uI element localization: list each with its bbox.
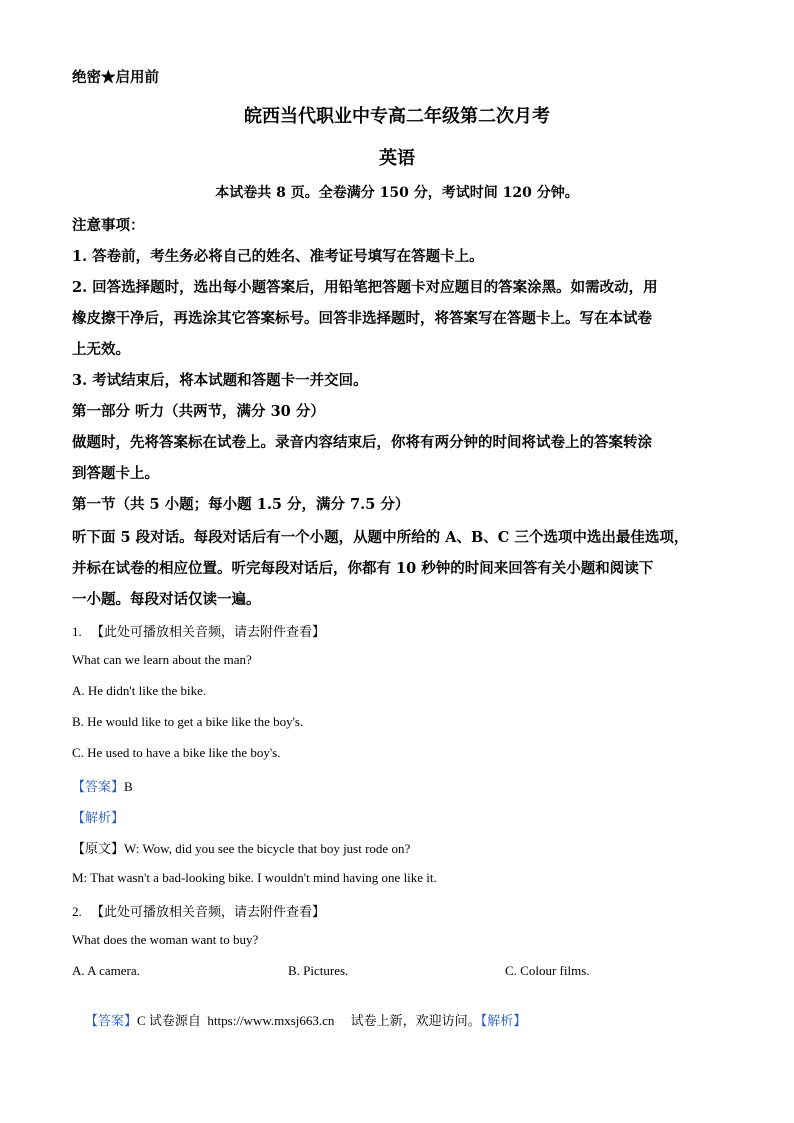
original-w-text: W: Wow, did you see the bicycle that boy just rode on?: [124, 841, 411, 856]
notice-item-2-line-1: 2. 回答选择题时，选出每小题答案后，用铅笔把答题卡对应题目的答案涂黑。如需改动，用: [72, 279, 658, 296]
question-1-original-m: M: That wasn't a bad-looking bike. I wouldn't mind having one like it.: [72, 870, 437, 885]
exam-summary: 本试卷共 8 页。全卷满分 150 分，考试时间 120 分钟。: [215, 185, 579, 201]
part1-heading: 第一部分 听力（共两节，满分 30 分）: [72, 403, 325, 420]
question-2-header: [72, 901, 325, 920]
exam-title: 皖西当代职业中专高二年级第二次月考: [244, 106, 550, 127]
question-2-option-b: B. Pictures.: [288, 963, 349, 978]
question-1-number: 1.: [72, 624, 82, 639]
part1-instruction-line-1: 做题时，先将答案标在试卷上。录音内容结束后，你将有两分钟的时间将试卷上的答案转涂: [72, 434, 652, 451]
question-2-text: What does the woman want to buy?: [72, 932, 259, 947]
answer-line: C 试卷源自 https://www.mxsj663.cn 试卷上新，欢迎访问。: [137, 1013, 481, 1028]
notice-item-3: 3. 考试结束后，将本试题和答题卡一并交回。: [72, 372, 368, 389]
question-1-option-a: A. He didn't like the bike.: [72, 683, 207, 698]
original-tag: 【原文】: [72, 841, 125, 856]
question-1-audio-note[interactable]: 【此处可播放相关音频，请去附件查看】: [91, 624, 326, 639]
answer-tag: 【答案】: [72, 779, 125, 794]
question-2-option-a: A. A camera.: [72, 963, 140, 978]
notice-item-2-line-2: 橡皮擦干净后，再选涂其它答案标号。回答非选择题时，将答案写在答题卡上。写在本试卷: [72, 310, 652, 327]
confidential-label: 绝密★启用前: [72, 69, 159, 86]
part1-instruction-line-2: 到答题卡上。: [72, 465, 159, 482]
question-1-analysis-tag: 【解析】: [72, 810, 125, 825]
subject-title: 英语: [379, 148, 415, 169]
section1-instruction-line-1: 听下面 5 段对话。每段对话后有一个小题，从题中所给的 A、B、C 三个选项中选出最佳选项，: [72, 529, 689, 546]
answer-value: B: [124, 779, 133, 794]
question-1-text: What can we learn about the man?: [72, 652, 252, 667]
section1-instruction-line-3: 一小题。每段对话仅读一遍。: [72, 591, 261, 608]
question-1-original-w: [72, 838, 410, 857]
question-1-answer: [72, 776, 133, 795]
question-1-option-b: B. He would like to get a bike like the boy's.: [72, 714, 304, 729]
question-2-option-c: C. Colour films.: [505, 963, 590, 978]
notice-heading: 注意事项：: [72, 217, 145, 234]
question-1-option-c: C. He used to have a bike like the boy's.: [72, 745, 281, 760]
notice-item-2-line-3: 上无效。: [72, 341, 130, 358]
question-2-number: 2.: [72, 904, 82, 919]
analysis-tag: 【解析】: [480, 1013, 527, 1028]
question-2-audio-note[interactable]: 【此处可播放相关音频，请去附件查看】: [91, 904, 326, 919]
section1-instruction-line-2: 并标在试卷的相应位置。听完每段对话后，你都有 10 秒钟的时间来回答有关小题和阅读下: [72, 560, 654, 577]
notice-item-1: 1. 答卷前，考生务必将自己的姓名、准考证号填写在答题卡上。: [72, 248, 484, 265]
question-1-header: [72, 621, 325, 640]
answer-tag: 【答案】: [85, 1013, 138, 1028]
question-2-answer: [72, 994, 526, 1045]
section1-heading: 第一节（共 5 小题；每小题 1.5 分，满分 7.5 分）: [72, 496, 410, 513]
